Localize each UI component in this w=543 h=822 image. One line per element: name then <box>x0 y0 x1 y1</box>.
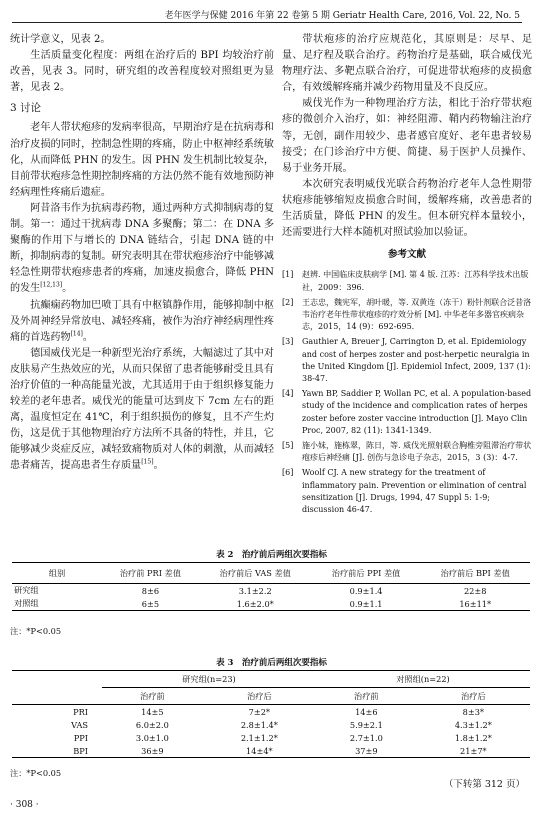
table-row <box>12 705 530 719</box>
paragraph <box>10 346 274 475</box>
column-header: 治疗前 <box>102 688 203 705</box>
header-rule <box>12 22 522 23</box>
reference-text: Woolf CJ. A new strategy for the treatment of inflammatory pain. Prevention or elimination of central sensitization [J]. Drugs, 1994, 47 Suppl 5: 1-9; discussion 46-47. <box>302 468 527 514</box>
table-cell: 1.8±1.2* <box>454 732 492 743</box>
table-cell: 6.0±2.0 <box>135 719 169 730</box>
citation: [14] <box>70 330 83 338</box>
blank-cell <box>12 688 102 705</box>
table-header-row <box>12 688 530 705</box>
paragraph-end: 。 <box>82 331 93 343</box>
reference-number: [1] <box>282 270 294 280</box>
table-cell: 14±5 <box>141 706 164 717</box>
table-cell: 37±9 <box>316 744 417 758</box>
table2-note: 注：*P<0.05 <box>10 626 62 636</box>
reference-item <box>282 336 532 385</box>
table-cell: 7±2* <box>248 706 271 717</box>
table3-caption: 表 3 治疗前后两组次要指标 <box>216 658 327 668</box>
paragraph: 带状疱疹的治疗应规范化，其原则是：尽早、足量、足疗程及联合治疗。药物治疗是基础，联合威伐光物理疗法、多靶点联合治疗，可促进带状疱疹的皮损愈合，有效缓解疼痛并减少药物用量及不良反应。 <box>282 34 532 94</box>
reference-number: [3] <box>282 337 294 347</box>
table-row <box>12 744 530 758</box>
page-number: · 308 · <box>10 800 39 810</box>
paragraph: 老年人带状疱疹的发病率很高，早期治疗是在抗病毒和治疗皮损的同时，控制急性期的疼痛，防止中枢神经系统敏化，从而降低 PHN 的发生。因 PHN 发生机制比较复杂，目前带状疱疹急性期控制疼痛的方法仍然不能有效地预防神经病理性疼痛后遗症。 <box>10 122 274 198</box>
table-cell: 0.9±1.1 <box>312 597 421 611</box>
table3-note: 注：*P<0.05 <box>10 768 62 778</box>
citation: [12,13] <box>40 282 63 290</box>
paragraph: 生活质量变化程度：两组在治疗后的 BPI 均较治疗前改善，见表 3。同时，研究组的改善程度较对照组更为显著，见表 2。 <box>10 50 274 94</box>
paragraph: 统计学意义，见表 2。 <box>10 34 111 45</box>
reference-item <box>282 440 532 464</box>
reference-number: [6] <box>282 468 294 478</box>
column-header: 治疗前后 BPI 差值 <box>420 563 530 584</box>
reference-item <box>282 297 532 334</box>
reference-text: 王志忠，魏宪军，胡叶暖，等. 双黄连（冻干）粉针剂联合泛昔洛韦治疗老年性带状疱疹的疗效分析 [M]. 中华老年多器官疾病杂志，2015，14 (9)：692-695. <box>302 297 532 332</box>
blank-cell <box>12 671 102 688</box>
table-cell: 2.1±1.2* <box>240 732 278 743</box>
table-cell: 21±7* <box>417 744 530 758</box>
table-header-row <box>12 563 530 584</box>
table-cell: 22±8 <box>463 585 487 596</box>
table3 <box>12 670 530 758</box>
paragraph-text: 阿昔洛韦作为抗病毒药物，通过两种方式抑制病毒的复制。第一：通过干扰病毒 DNA 多聚酶；第二：在 DNA 多聚酶的作用下与增长的 DNA 链结合，引起 DNA 链的中断，抑制病毒的复制。研究表明其在带状疱疹治疗中能够减轻急性期带状疱疹患者的疼痛，加速皮损愈合，降低 PHN 的发生 <box>10 202 274 295</box>
row-label: VAS <box>71 719 88 730</box>
paragraph: 本次研究表明威伐光联合药物治疗老年人急性期带状疱疹能够缩短皮损愈合时间，缓解疼痛，改善患者的生活质量，降低 PHN 的发生。但本研究样本量较小，还需要进行大样本随机对照试验加以验证。 <box>282 178 532 239</box>
references-title: 参考文献 <box>387 249 426 261</box>
table-cell: 14±4* <box>203 744 316 758</box>
table-cell: 3.1±2.2 <box>238 585 272 596</box>
table-cell: 8±6 <box>141 585 160 596</box>
table-row <box>12 584 530 598</box>
table-row <box>12 718 530 731</box>
table-cell: 8±3* <box>462 706 485 717</box>
table-cell: 36±9 <box>102 744 203 758</box>
reference-number: [4] <box>282 389 294 399</box>
table-cell: 5.9±2.1 <box>349 719 383 730</box>
column-header: 治疗前 PRI 差值 <box>102 563 199 584</box>
paragraph-text: 抗癫痫药物加巴喷丁具有中枢镇静作用，能够抑制中枢及外周神经异常放电、减轻疼痛，被作为治疗神经病理性疼痛的首选药物 <box>10 299 274 343</box>
table-cell: 3.0±1.0 <box>135 732 169 743</box>
group-header: 对照组(n=22) <box>316 671 530 688</box>
table-cell: 14±6 <box>355 706 378 717</box>
table-cell: 4.3±1.2* <box>454 719 492 730</box>
row-label: PPI <box>73 732 88 743</box>
reference-number: [5] <box>282 440 294 450</box>
table-row <box>12 597 530 611</box>
reference-text: 赵辨. 中国临床皮肤病学 [M]. 第 4 版. 江苏：江苏科学技术出版社，2009：396. <box>302 270 529 292</box>
continued-note: （下转第 312 页） <box>443 779 525 790</box>
section-heading-discussion: 3 讨论 <box>10 102 42 115</box>
paragraph-end: 。 <box>62 283 73 295</box>
paragraph <box>10 298 274 346</box>
table-cell: 2.8±1.4* <box>240 719 278 730</box>
table-cell: 1.6±2.0* <box>199 597 312 611</box>
running-header: 老年医学与保健 2016 年第 22 卷第 5 期 Geriatr Health Care, 2016, Vol. 22, No. 5 <box>164 11 520 21</box>
citation: [15] <box>141 459 154 467</box>
reference-item <box>282 269 532 293</box>
column-header: 治疗前 <box>316 688 417 705</box>
reference-number: [2] <box>282 297 294 307</box>
table-cell: 研究组 <box>14 585 39 595</box>
table-cell: 2.7±1.0 <box>349 732 383 743</box>
table2 <box>12 562 530 611</box>
column-header: 组别 <box>12 563 102 584</box>
column-header: 治疗前后 VAS 差值 <box>199 563 312 584</box>
right-column <box>282 32 532 519</box>
column-header: 治疗后 <box>417 688 530 705</box>
reference-text: Yawn BP, Saddier P, Wollan PC, et al. A population-based study of the incidence and complication rates of herpes zoster before zoster vaccine introduction [J]. Mayo Clin Proc, 2007, 82 (11): 1341-1349. <box>302 389 532 435</box>
table-cell: 0.9±1.4 <box>349 585 383 596</box>
table-group-row <box>12 671 530 688</box>
paragraph: 威伐光作为一种物理治疗方法，相比于治疗带状疱疹的微创介入治疗，如：神经阻滞、鞘内药物输注治疗等，无创，副作用较少、患者感官度好、老年患者较易接受；在门诊治疗中方便、简捷、易于医护人员操作、易于业务开展。 <box>282 98 532 174</box>
table-row <box>12 731 530 744</box>
row-label: PRI <box>73 706 88 717</box>
table-cell: 6±5 <box>102 597 199 611</box>
paragraph-text: 德国威伐光是一种新型光治疗系统，大幅滤过了其中对皮肤易产生热效应的光，从而只保留了患者能够耐受且具有治疗价值的一种高能量光波，尤其适用于由于组织修复能力较差的老年患者。威伐光的能量可达到皮下 7cm 左右的距离，温度恒定在 41℃，利于组织损伤的修复，且不产生灼伤，这是优于其他物理治疗方法所不具备的特性，并且，它能够减少炎症反应，减轻致痛物质对人体的刺激，从而减轻患者痛苦，提高患者生存质量 <box>10 347 274 472</box>
paragraph <box>10 201 274 298</box>
row-label: BPI <box>12 744 102 758</box>
reference-text: Gauthier A, Breuer J, Carrington D, et al. Epidemiology and cost of herpes zoster and post-herpetic neuralgia in the United Kingdom [J]. Epidemiol Infect, 2009, 137 (1): 38-47. <box>302 337 531 383</box>
group-header: 研究组(n=23) <box>102 671 316 688</box>
table-cell: 对照组 <box>12 597 102 611</box>
reference-text: 施小妹，施栋翠，陈日，等. 威伐光照射联合胸椎旁阻滞治疗带状疱疹后神经痛 [J]. 创伤与急诊电子杂志，2015，3 (3)：4-7. <box>302 440 532 463</box>
paragraph-end: 。 <box>153 460 164 472</box>
reference-item <box>282 467 532 516</box>
reference-list <box>282 269 532 516</box>
table2-caption: 表 2 治疗前后两组次要指标 <box>216 550 327 560</box>
left-column <box>10 32 274 475</box>
column-header: 治疗前后 PPI 差值 <box>312 563 421 584</box>
table-cell: 16±11* <box>420 597 530 611</box>
reference-item <box>282 388 532 437</box>
column-header: 治疗后 <box>203 688 316 705</box>
